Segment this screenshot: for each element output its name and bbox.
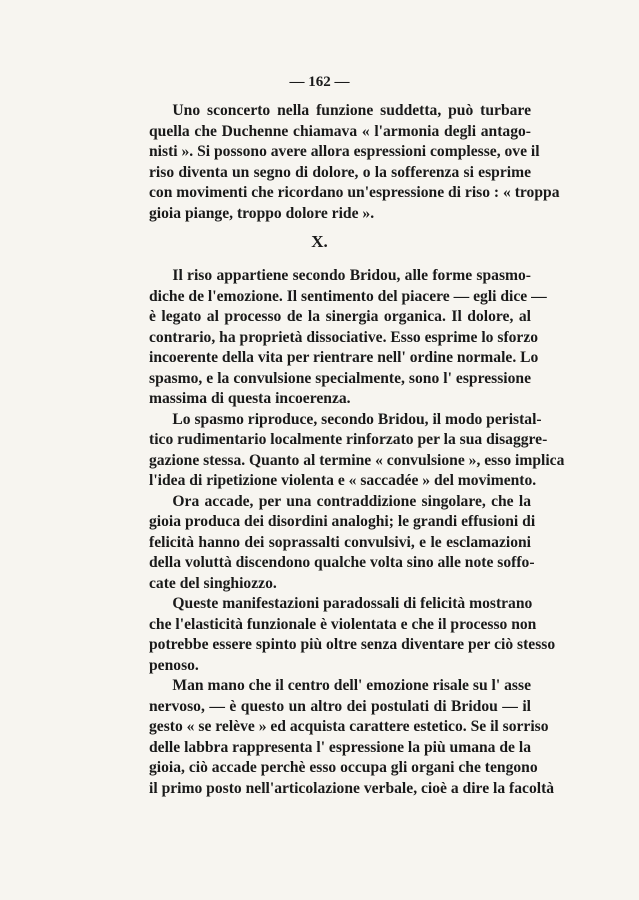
text-line: nervoso, — è questo un altro dei postulati di Bridou — il bbox=[149, 697, 531, 715]
text-line: tico rudimentario localmente rinforzato per la sua disaggre- bbox=[149, 431, 548, 448]
text-line: della voluttà discendono qualche volta sino alle note soffo- bbox=[149, 554, 535, 571]
text-line: delle labbra rappresenta l' espressione la più umana de la bbox=[149, 738, 531, 756]
text-line: Man mano che il centro dell' emozione risale su l' asse bbox=[149, 677, 531, 694]
text-line: Il riso appartiene secondo Bridou, alle forme spasmo- bbox=[149, 267, 531, 284]
section-heading: X. bbox=[311, 232, 328, 251]
text-line: il primo posto nell'articolazione verbale, cioè a dire la facoltà bbox=[149, 779, 555, 797]
body-text bbox=[149, 266, 565, 799]
intro-paragraph bbox=[149, 101, 560, 224]
text-line: penoso. bbox=[149, 656, 199, 674]
text-line: con movimenti che ricordano un'espressione di riso : « troppa bbox=[149, 184, 560, 201]
text-line: gazione stessa. Quanto al termine « convulsione », esso implica bbox=[149, 451, 565, 469]
text-line: incoerente della vita per rientrare nell' ordine normale. Lo bbox=[149, 349, 539, 366]
text-line: massima di questa incoerenza. bbox=[149, 390, 351, 407]
text-line: quella che Duchenne chiamava « l'armonia degli antago- bbox=[149, 122, 531, 140]
text-line: gesto « se relève » ed acquista carattere estetico. Se il sorriso bbox=[149, 718, 549, 735]
text-line: riso diventa un segno di dolore, o la sofferenza si esprime bbox=[149, 163, 531, 181]
text-line: potrebbe essere spinto più oltre senza diventare per ciò stesso bbox=[149, 636, 556, 653]
text-line: gioia, ciò accade perchè esso occupa gli organi che tengono bbox=[149, 759, 538, 776]
text-line: Ora accade, per una contraddizione singolare, che la bbox=[149, 492, 531, 510]
text-line: l'idea di ripetizione violenta e « saccadée » del movimento. bbox=[149, 472, 537, 489]
text-line: cate del singhiozzo. bbox=[149, 574, 277, 592]
text-line: diche de l'emozione. Il sentimento del piacere — egli dice — bbox=[149, 287, 547, 305]
text-line: è legato al processo de la sinergia organica. Il dolore, al bbox=[149, 308, 531, 325]
page-number: — 162 — bbox=[289, 74, 350, 90]
text-line: contrario, ha proprietà dissociative. Esso esprime lo sforzo bbox=[149, 328, 539, 346]
text-line: gioia produca dei disordini analoghi; le grandi effusioni di bbox=[149, 513, 536, 530]
text-line: che l'elasticità funzionale è violentata e che il processo non bbox=[149, 615, 537, 633]
text-line: gioia piange, troppo dolore ride ». bbox=[149, 204, 375, 222]
text-line: Uno sconcerto nella funzione suddetta, può turbare bbox=[149, 102, 531, 119]
text-line: nisti ». Si possono avere allora espressioni complesse, ove il bbox=[149, 143, 540, 160]
text-line: Queste manifestazioni paradossali di felicità mostrano bbox=[149, 595, 533, 612]
text-line: Lo spasmo riproduce, secondo Bridou, il modo peristal- bbox=[149, 410, 542, 428]
text-line: felicità hanno dei soprassalti convulsivi, e le esclamazioni bbox=[149, 533, 531, 551]
text-line: spasmo, e la convulsione specialmente, sono l' espressione bbox=[149, 369, 531, 387]
